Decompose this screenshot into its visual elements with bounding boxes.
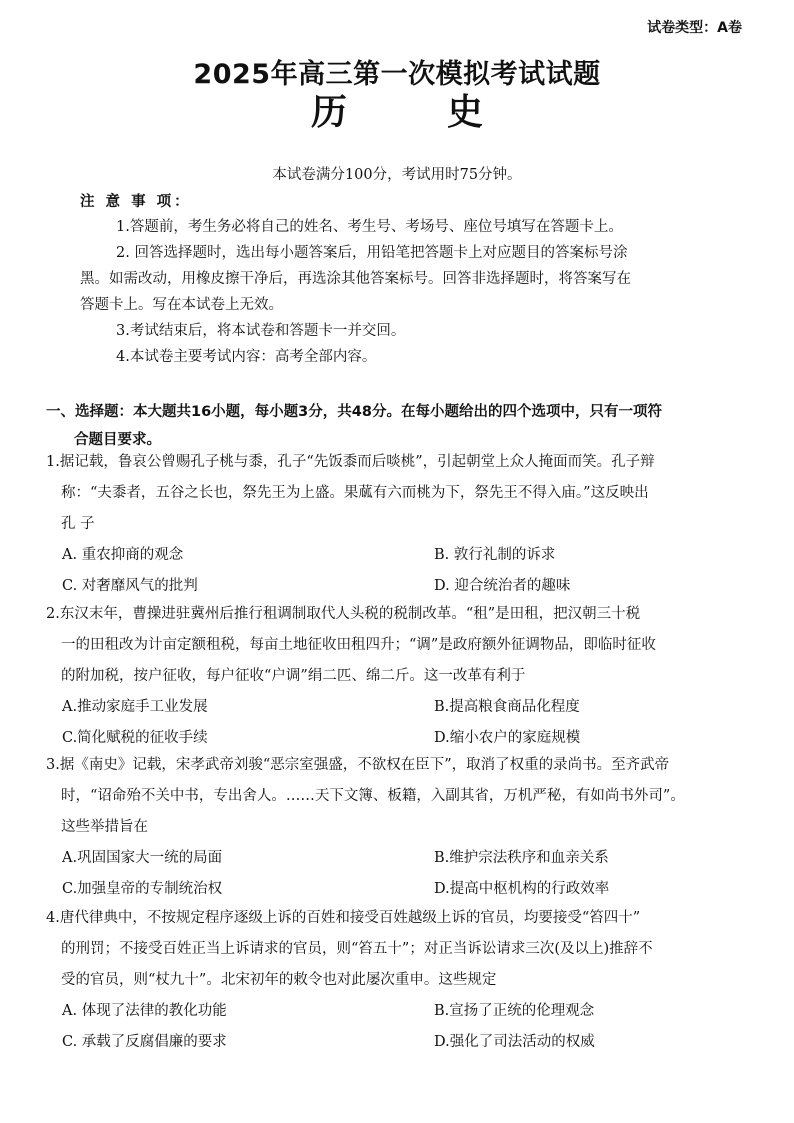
stem-line: 的刑罚；不接受百姓正当上诉请求的官员，则“笞五十”；对正当诉讼请求三次(及以上)推辞不 <box>61 941 653 957</box>
option-d: D.缩小农户的家庭规模 <box>434 730 581 746</box>
stem-line: 这些举措旨在 <box>61 819 148 835</box>
question-4 <box>46 903 762 1058</box>
option-b: B.提高粮食商品化程度 <box>434 699 580 715</box>
options <box>46 843 762 905</box>
subject-char-2: 史 <box>447 92 484 133</box>
notice-title: 注 意 事 项： <box>80 194 192 210</box>
option-d: D.提高中枢机构的行政效率 <box>434 881 610 897</box>
notice-item: 1.答题前，考生务必将自己的姓名、考生号、考场号、座位号填写在答题卡上。 <box>116 219 623 235</box>
option-c: C.简化赋税的征收手续 <box>62 730 208 746</box>
section-heading-line: 一、选择题：本大题共16小题，每小题3分，共48分。在每小题给出的四个选项中，只有一项符 <box>46 404 662 420</box>
notice-item: 黑。如需改动，用橡皮擦干净后，再选涂其他答案标号。回答非选择题时，将答案写在 <box>80 271 631 287</box>
option-a: A. 体现了法律的教化功能 <box>62 1003 227 1019</box>
notice-item: 4.本试卷主要考试内容：高考全部内容。 <box>116 349 377 365</box>
notice-list <box>80 214 720 370</box>
question-stem <box>46 447 762 540</box>
notice-item: 答题卡上。写在本试卷上无效。 <box>80 297 283 313</box>
stem-line: 一的田租改为计亩定额租税，每亩土地征收田租四升；“调”是政府额外征调物品，即临时征收 <box>61 637 656 653</box>
option-a: A.巩固国家大一统的局面 <box>62 850 223 866</box>
section-heading-line: 合题目要求。 <box>74 432 161 448</box>
section-heading <box>46 398 762 454</box>
paper-type-label: 试卷类型：A卷 <box>647 20 742 36</box>
option-b: B.宣扬了正统的伦理观念 <box>434 1003 595 1019</box>
stem-line: 孔 子 <box>61 516 95 532</box>
question-stem <box>46 903 762 996</box>
stem-line: 的附加税，按户征收，每户征收“户调”绢二匹、绵二斤。这一改革有利于 <box>61 668 526 684</box>
question-2 <box>46 599 762 754</box>
stem-line: 时，“诏命殆不关中书，专出舍人。……天下文簿、板籍，入副其省，万机严秘，有如尚书外司”。 <box>61 788 685 804</box>
options <box>46 540 762 602</box>
option-a: A. 重农抑商的观念 <box>62 547 184 563</box>
stem-line: 2.东汉末年，曹操进驻冀州后推行租调制取代人头税的税制改革。“租”是田租，把汉朝三十税 <box>46 606 641 622</box>
exam-info: 本试卷满分100分，考试用时75分钟。 <box>272 167 522 183</box>
question-stem <box>46 599 762 692</box>
subject-char-1: 历 <box>310 92 347 133</box>
notice-item: 3.考试结束后，将本试卷和答题卡一并交回。 <box>116 323 406 339</box>
question-1 <box>46 447 762 602</box>
option-b: B. 敦行礼制的诉求 <box>434 547 556 563</box>
stem-line: 1.据记载，鲁哀公曾赐孔子桃与黍，孔子“先饭黍而后啖桃”，引起朝堂上众人掩面而笑。孔子辩 <box>46 454 655 470</box>
stem-line: 3.据《南史》记载，宋孝武帝刘骏“恶宗室强盛，不欲权在臣下”，取消了权重的录尚书。至齐武帝 <box>46 757 670 773</box>
question-stem <box>46 750 762 843</box>
exam-title: 2025年高三第一次模拟考试试题 <box>193 59 601 90</box>
option-a: A.推动家庭手工业发展 <box>62 699 208 715</box>
option-d: D.强化了司法活动的权威 <box>434 1034 595 1050</box>
subject-title <box>0 84 794 135</box>
stem-line: 称：“夫黍者，五谷之长也，祭先王为上盛。果蓏有六而桃为下，祭先王不得入庙。”这反映出 <box>61 485 649 501</box>
option-d: D. 迎合统治者的趣味 <box>434 578 571 594</box>
stem-line: 4.唐代律典中，不按规定程序逐级上诉的百姓和接受百姓越级上诉的官员，均要接受“笞四十” <box>46 910 641 926</box>
option-c: C.加强皇帝的专制统治权 <box>62 881 223 897</box>
options <box>46 692 762 754</box>
options <box>46 996 762 1058</box>
stem-line: 受的官员，则“杖九十”。北宋初年的敕令也对此屡次重申。这些规定 <box>61 972 497 988</box>
notice-item: 2. 回答选择题时，选出每小题答案后，用铅笔把答题卡上对应题目的答案标号涂 <box>116 245 628 261</box>
option-c: C. 承载了反腐倡廉的要求 <box>62 1034 227 1050</box>
option-c: C. 对奢靡风气的批判 <box>62 578 198 594</box>
option-b: B.维护宗法秩序和血亲关系 <box>434 850 609 866</box>
question-3 <box>46 750 762 905</box>
